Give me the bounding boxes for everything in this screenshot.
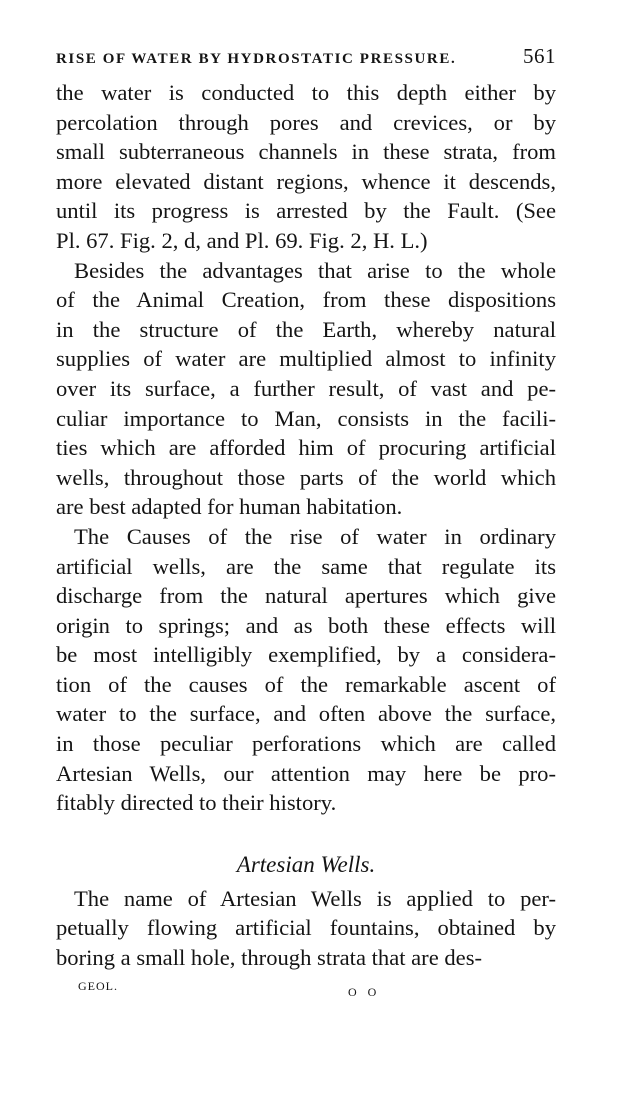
- text-line: origin to springs; and as both these effects will: [56, 612, 556, 638]
- text-line: culiar importance to Man, consists in the facili-: [56, 405, 556, 431]
- text-line: in the structure of the Earth, whereby natural: [56, 316, 556, 342]
- section-heading: Artesian Wells.: [236, 851, 376, 877]
- body-text: [56, 78, 556, 818]
- text-line: supplies of water are multiplied almost to infinity: [56, 346, 556, 372]
- text-line: Besides the advantages that arise to the whole: [74, 257, 556, 283]
- section-text: [56, 884, 556, 973]
- text-line: discharge from the natural apertures which give: [56, 583, 556, 609]
- text-line: in those peculiar perforations which are called: [56, 731, 556, 757]
- text-line: ties which are afforded him of procuring artificial: [56, 435, 556, 461]
- page-footer: [56, 975, 556, 1005]
- text-line: boring a small hole, through strata that are des-: [56, 945, 483, 971]
- book-page: [56, 44, 556, 1005]
- text-line: tion of the causes of the remarkable ascent of: [56, 671, 556, 697]
- text-line: are best adapted for human habitation.: [56, 494, 403, 520]
- text-line: of the Animal Creation, from these dispositions: [56, 287, 556, 313]
- text-line: fitably directed to their history.: [56, 790, 337, 816]
- section-paragraph: [56, 884, 556, 973]
- running-head: [56, 44, 556, 78]
- text-line: artificial wells, are the same that regulate its: [56, 553, 556, 579]
- text-line: be most intelligibly exemplified, by a considera-: [56, 642, 556, 668]
- signature-mark-left: GEOL.: [78, 978, 118, 993]
- text-line: over its surface, a further result, of vast and pe-: [56, 375, 556, 401]
- text-line: more elevated distant regions, whence it descends,: [56, 168, 556, 194]
- text-line: small subterraneous channels in these strata, from: [56, 139, 556, 165]
- text-line: wells, throughout those parts of the world which: [56, 464, 556, 490]
- page-number: 561: [523, 44, 556, 68]
- text-line: water to the surface, and often above the surface,: [56, 701, 556, 727]
- signature-mark-center: O O: [348, 984, 381, 999]
- text-line: Pl. 67. Fig. 2, d, and Pl. 69. Fig. 2, H. L.): [56, 227, 428, 253]
- text-line: until its progress is arrested by the Fault. (See: [56, 198, 556, 224]
- running-title: RISE OF WATER BY HYDROSTATIC PRESSURE.: [56, 51, 457, 67]
- text-line: Artesian Wells, our attention may here be pro-: [56, 760, 556, 786]
- text-line: The Causes of the rise of water in ordinary: [74, 523, 556, 549]
- paragraph: [56, 78, 556, 256]
- text-line: the water is conducted to this depth either by: [56, 80, 556, 105]
- text-line: petually flowing artificial fountains, obtained by: [56, 915, 556, 941]
- text-line: percolation through pores and crevices, or by: [56, 109, 556, 135]
- paragraph: [56, 522, 556, 818]
- paragraph: [56, 256, 556, 522]
- text-line: The name of Artesian Wells is applied to per-: [74, 885, 556, 911]
